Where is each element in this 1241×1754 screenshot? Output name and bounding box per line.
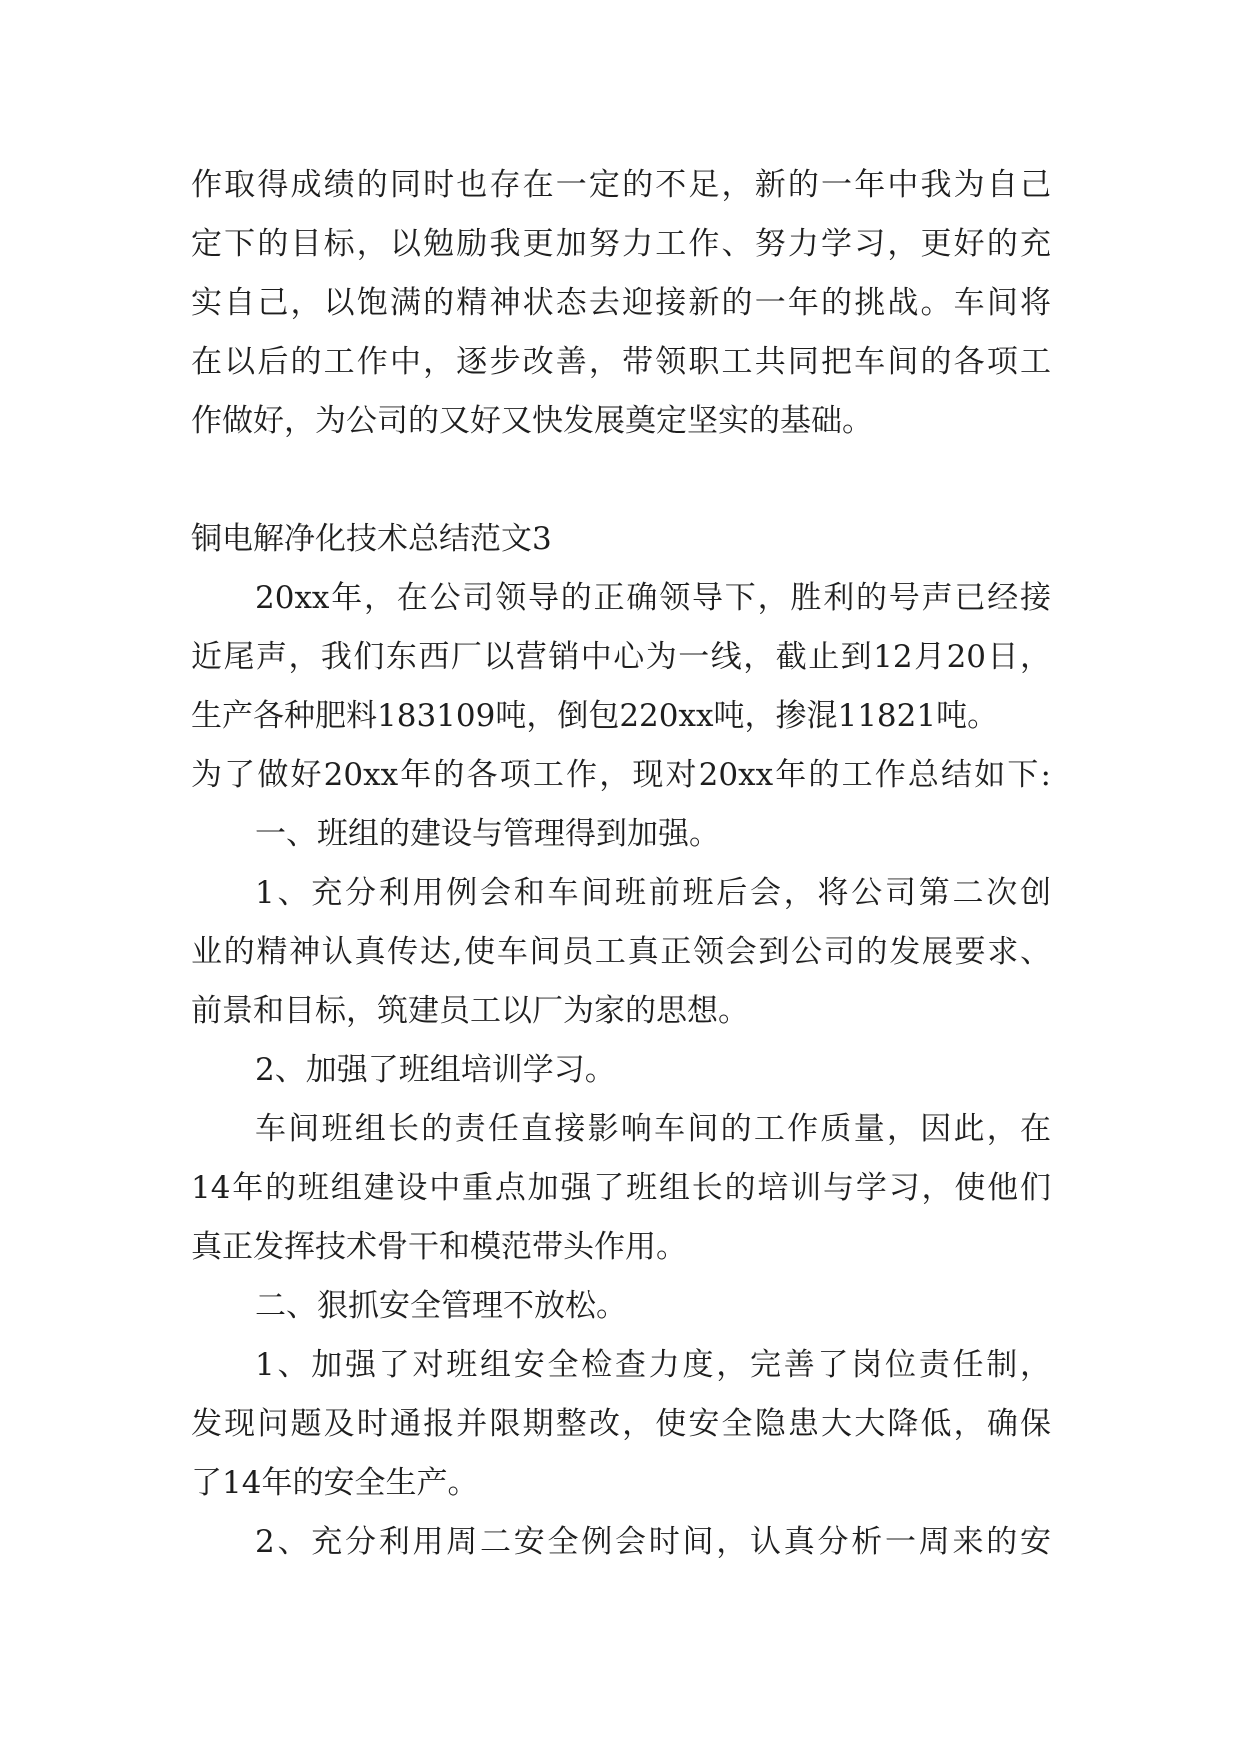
text-line: 定下的目标，以勉励我更加努力工作、努力学习，更好的充 <box>191 226 1051 262</box>
text-line: 2、充分利用周二安全例会时间，认真分析一周来的安 <box>255 1524 1051 1560</box>
text-line: 了14年的安全生产。 <box>191 1465 479 1501</box>
text-line: 为了做好20xx年的各项工作，现对20xx年的工作总结如下: <box>191 757 1051 793</box>
text-line: 发现问题及时通报并限期整改，使安全隐患大大降低，确保 <box>191 1406 1051 1442</box>
text-line: 生产各种肥料183109吨，倒包220xx吨，掺混11821吨。 <box>191 698 999 734</box>
text-line: 二、狠抓安全管理不放松。 <box>255 1288 627 1324</box>
text-line: 2、加强了班组培训学习。 <box>255 1052 616 1088</box>
text-line: 20xx年，在公司领导的正确领导下，胜利的号声已经接 <box>255 580 1051 616</box>
text-line: 在以后的工作中，逐步改善，带领职工共同把车间的各项工 <box>191 344 1051 380</box>
text-line: 业的精神认真传达,使车间员工真正领会到公司的发展要求、 <box>191 934 1051 970</box>
text-line: 14年的班组建设中重点加强了班组长的培训与学习，使他们 <box>191 1170 1051 1206</box>
text-line: 作做好，为公司的又好又快发展奠定坚实的基础。 <box>191 403 873 439</box>
text-line: 前景和目标，筑建员工以厂为家的思想。 <box>191 993 749 1029</box>
text-line: 实自己，以饱满的精神状态去迎接新的一年的挑战。车间将 <box>191 285 1051 321</box>
text-line: 1、加强了对班组安全检查力度，完善了岗位责任制， <box>255 1347 1051 1383</box>
text-line: 作取得成绩的同时也存在一定的不足，新的一年中我为自己 <box>191 167 1051 203</box>
text-line: 车间班组长的责任直接影响车间的工作质量，因此，在 <box>255 1111 1051 1147</box>
text-line: 真正发挥技术骨干和模范带头作用。 <box>191 1229 687 1265</box>
section-heading: 铜电解净化技术总结范文3 <box>191 521 552 557</box>
text-line: 近尾声，我们东西厂以营销中心为一线，截止到12月20日， <box>191 639 1051 675</box>
text-line: 1、充分利用例会和车间班前班后会，将公司第二次创 <box>255 875 1051 911</box>
text-line: 一、班组的建设与管理得到加强。 <box>255 816 720 852</box>
